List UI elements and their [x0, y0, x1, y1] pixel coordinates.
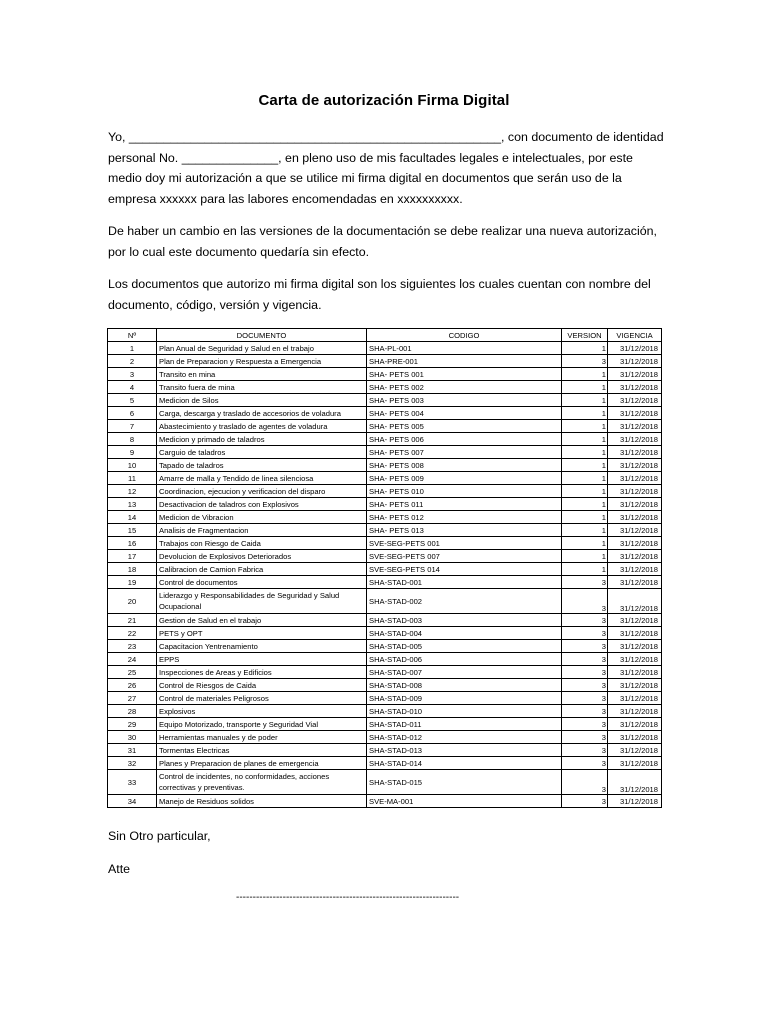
row-code: SHA-STAD-004: [367, 627, 562, 640]
row-version: 1: [562, 485, 608, 498]
row-version: 3: [562, 640, 608, 653]
row-validity: 31/12/2018: [608, 446, 662, 459]
row-number: 22: [108, 627, 157, 640]
row-validity: 31/12/2018: [608, 381, 662, 394]
row-code: SVE-MA-001: [367, 795, 562, 808]
table-row: [108, 653, 662, 666]
row-version: 3: [562, 589, 608, 614]
row-code: SVE-SEG-PETS 014: [367, 563, 562, 576]
row-document: Analisis de Fragmentacion: [157, 524, 367, 537]
row-document: PETS y OPT: [157, 627, 367, 640]
row-document: Medicion de Vibracion: [157, 511, 367, 524]
row-validity: 31/12/2018: [608, 550, 662, 563]
row-document: Transito fuera de mina: [157, 381, 367, 394]
row-number: 23: [108, 640, 157, 653]
row-validity: 31/12/2018: [608, 795, 662, 808]
row-document: Equipo Motorizado, transporte y Seguridad Vial: [157, 718, 367, 731]
header-version: VERSION: [562, 329, 608, 342]
row-number: 4: [108, 381, 157, 394]
table-row: [108, 368, 662, 381]
row-validity: 31/12/2018: [608, 614, 662, 627]
row-version: 1: [562, 342, 608, 355]
row-validity: 31/12/2018: [608, 472, 662, 485]
row-document: EPPS: [157, 653, 367, 666]
row-version: 1: [562, 511, 608, 524]
row-code: SHA-STAD-010: [367, 705, 562, 718]
table-row: [108, 498, 662, 511]
documents-table-body: [108, 342, 662, 808]
row-code: SHA-STAD-014: [367, 757, 562, 770]
table-row: [108, 666, 662, 679]
row-version: 3: [562, 757, 608, 770]
row-number: 15: [108, 524, 157, 537]
row-document: Abastecimiento y traslado de agentes de voladura: [157, 420, 367, 433]
row-validity: 31/12/2018: [608, 576, 662, 589]
row-validity: 31/12/2018: [608, 692, 662, 705]
row-document: Inspecciones de Areas y Edificios: [157, 666, 367, 679]
row-version: 1: [562, 550, 608, 563]
row-version: 1: [562, 563, 608, 576]
row-version: 3: [562, 731, 608, 744]
row-code: SHA- PETS 006: [367, 433, 562, 446]
row-document: Medicion y primado de taladros: [157, 433, 367, 446]
row-number: 2: [108, 355, 157, 368]
row-version: 1: [562, 433, 608, 446]
row-code: SHA- PETS 010: [367, 485, 562, 498]
table-row: [108, 770, 662, 795]
row-code: SHA- PETS 007: [367, 446, 562, 459]
row-validity: 31/12/2018: [608, 563, 662, 576]
row-validity: 31/12/2018: [608, 757, 662, 770]
row-document: Liderazgo y Responsabilidades de Seguridad y Salud Ocupacional: [157, 589, 367, 614]
row-version: 3: [562, 653, 608, 666]
row-code: SHA-STAD-001: [367, 576, 562, 589]
row-code: SHA-STAD-008: [367, 679, 562, 692]
row-number: 29: [108, 718, 157, 731]
row-number: 21: [108, 614, 157, 627]
row-code: SHA- PETS 008: [367, 459, 562, 472]
row-number: 30: [108, 731, 157, 744]
row-validity: 31/12/2018: [608, 705, 662, 718]
page-title: Carta de autorización Firma Digital: [258, 92, 510, 109]
table-row: [108, 576, 662, 589]
row-validity: 31/12/2018: [608, 744, 662, 757]
table-row: [108, 731, 662, 744]
row-version: 3: [562, 705, 608, 718]
row-number: 26: [108, 679, 157, 692]
row-code: SHA-STAD-002: [367, 589, 562, 614]
table-row: [108, 342, 662, 355]
row-number: 11: [108, 472, 157, 485]
row-code: SVE-SEG-PETS 007: [367, 550, 562, 563]
row-number: 9: [108, 446, 157, 459]
row-validity: 31/12/2018: [608, 627, 662, 640]
row-validity: 31/12/2018: [608, 498, 662, 511]
row-number: 14: [108, 511, 157, 524]
row-validity: 31/12/2018: [608, 420, 662, 433]
row-number: 8: [108, 433, 157, 446]
closing-atte: Atte: [108, 862, 131, 876]
row-document: Desactivacion de taladros con Explosivos: [157, 498, 367, 511]
table-row: [108, 459, 662, 472]
row-code: SHA- PETS 004: [367, 407, 562, 420]
row-version: 3: [562, 355, 608, 368]
table-row: [108, 589, 662, 614]
table-header-row: [108, 329, 662, 342]
row-code: SHA- PETS 002: [367, 381, 562, 394]
row-validity: 31/12/2018: [608, 666, 662, 679]
row-document: Explosivos: [157, 705, 367, 718]
documents-intro-paragraph: Los documentos que autorizo mi firma digital son los siguientes los cuales cuentan con nombre del documento, código, versión y vigencia.: [108, 277, 651, 312]
row-number: 25: [108, 666, 157, 679]
signature-line: -------------------------------------------------------------------: [236, 892, 460, 903]
row-version: 3: [562, 627, 608, 640]
row-document: Medicion de Silos: [157, 394, 367, 407]
row-number: 24: [108, 653, 157, 666]
header-document: DOCUMENTO: [157, 329, 367, 342]
row-code: SHA- PETS 012: [367, 511, 562, 524]
row-validity: 31/12/2018: [608, 485, 662, 498]
row-code: SHA-STAD-007: [367, 666, 562, 679]
row-validity: 31/12/2018: [608, 718, 662, 731]
row-number: 27: [108, 692, 157, 705]
header-number: Nº: [108, 329, 157, 342]
header-code: CODIGO: [367, 329, 562, 342]
table-row: [108, 420, 662, 433]
row-validity: 31/12/2018: [608, 433, 662, 446]
table-row: [108, 550, 662, 563]
row-version: 3: [562, 744, 608, 757]
row-document: Amarre de malla y Tendido de linea silenciosa: [157, 472, 367, 485]
row-version: 3: [562, 795, 608, 808]
row-document: Control de Riesgos de Caida: [157, 679, 367, 692]
row-validity: 31/12/2018: [608, 524, 662, 537]
row-document: Herramientas manuales y de poder: [157, 731, 367, 744]
row-code: SHA-STAD-005: [367, 640, 562, 653]
row-number: 5: [108, 394, 157, 407]
row-number: 6: [108, 407, 157, 420]
row-document: Planes y Preparacion de planes de emergencia: [157, 757, 367, 770]
row-version: 1: [562, 420, 608, 433]
table-row: [108, 472, 662, 485]
row-number: 17: [108, 550, 157, 563]
row-document: Coordinacion, ejecucion y verificacion del disparo: [157, 485, 367, 498]
row-validity: 31/12/2018: [608, 355, 662, 368]
row-number: 28: [108, 705, 157, 718]
row-document: Calibracion de Camion Fabrica: [157, 563, 367, 576]
row-version: 1: [562, 524, 608, 537]
row-version: 1: [562, 368, 608, 381]
row-code: SHA- PETS 009: [367, 472, 562, 485]
documents-table: [107, 328, 662, 808]
row-number: 13: [108, 498, 157, 511]
table-row: [108, 679, 662, 692]
change-notice-paragraph: De haber un cambio en las versiones de la documentación se debe realizar una nueva autorización, por lo cual este documento quedaría sin efecto.: [108, 224, 657, 259]
row-version: 3: [562, 614, 608, 627]
row-code: SHA- PETS 005: [367, 420, 562, 433]
row-version: 1: [562, 498, 608, 511]
row-number: 31: [108, 744, 157, 757]
closing-phrase: Sin Otro particular,: [108, 829, 211, 843]
row-document: Transito en mina: [157, 368, 367, 381]
row-validity: 31/12/2018: [608, 653, 662, 666]
row-document: Control de materiales Peligrosos: [157, 692, 367, 705]
row-version: 3: [562, 692, 608, 705]
table-row: [108, 744, 662, 757]
row-number: 32: [108, 757, 157, 770]
row-number: 34: [108, 795, 157, 808]
row-validity: 31/12/2018: [608, 770, 662, 795]
row-document: Control de documentos: [157, 576, 367, 589]
row-code: SHA-STAD-012: [367, 731, 562, 744]
row-document: Plan de Preparacion y Respuesta a Emergencia: [157, 355, 367, 368]
row-code: SHA-STAD-003: [367, 614, 562, 627]
row-code: SVE-SEG-PETS 001: [367, 537, 562, 550]
row-code: SHA- PETS 003: [367, 394, 562, 407]
row-validity: 31/12/2018: [608, 394, 662, 407]
row-validity: 31/12/2018: [608, 368, 662, 381]
row-code: SHA-PRE-001: [367, 355, 562, 368]
row-code: SHA-STAD-015: [367, 770, 562, 795]
table-row: [108, 485, 662, 498]
row-version: 1: [562, 537, 608, 550]
row-validity: 31/12/2018: [608, 342, 662, 355]
row-version: 3: [562, 770, 608, 795]
table-row: [108, 795, 662, 808]
row-document: Capacitacion Yentrenamiento: [157, 640, 367, 653]
row-validity: 31/12/2018: [608, 731, 662, 744]
row-document: Control de incidentes, no conformidades, acciones correctivas y preventivas.: [157, 770, 367, 795]
table-row: [108, 692, 662, 705]
header-validity: VIGENCIA: [608, 329, 662, 342]
row-number: 33: [108, 770, 157, 795]
table-row: [108, 757, 662, 770]
row-version: 3: [562, 718, 608, 731]
row-code: SHA-STAD-009: [367, 692, 562, 705]
table-row: [108, 537, 662, 550]
row-number: 12: [108, 485, 157, 498]
row-version: 3: [562, 679, 608, 692]
row-number: 10: [108, 459, 157, 472]
row-version: 1: [562, 459, 608, 472]
row-document: Manejo de Residuos solidos: [157, 795, 367, 808]
authorization-paragraph: Yo, ______________________________________________________, con documento de identidad personal No. ______________, en pleno uso de mis facultades legales e intelectuales, por este medio doy mi autorización a que se utilice mi firma digital en documentos que serán uso de la empresa xxxxxx para las labores encomendadas en xxxxxxxxxx.: [108, 130, 664, 206]
row-version: 3: [562, 666, 608, 679]
table-row: [108, 705, 662, 718]
table-row: [108, 563, 662, 576]
row-document: Tapado de taladros: [157, 459, 367, 472]
row-code: SHA-STAD-006: [367, 653, 562, 666]
row-validity: 31/12/2018: [608, 640, 662, 653]
row-validity: 31/12/2018: [608, 679, 662, 692]
row-number: 1: [108, 342, 157, 355]
row-number: 19: [108, 576, 157, 589]
table-row: [108, 524, 662, 537]
row-document: Gestion de Salud en el trabajo: [157, 614, 367, 627]
row-document: Carga, descarga y traslado de accesorios de voladura: [157, 407, 367, 420]
row-document: Tormentas Electricas: [157, 744, 367, 757]
table-row: [108, 407, 662, 420]
row-document: Carguio de taladros: [157, 446, 367, 459]
table-row: [108, 614, 662, 627]
table-row: [108, 640, 662, 653]
table-row: [108, 355, 662, 368]
row-number: 18: [108, 563, 157, 576]
table-row: [108, 718, 662, 731]
row-version: 1: [562, 381, 608, 394]
table-row: [108, 511, 662, 524]
row-document: Plan Anual de Seguridad y Salud en el trabajo: [157, 342, 367, 355]
table-row: [108, 394, 662, 407]
row-code: SHA-STAD-013: [367, 744, 562, 757]
row-version: 3: [562, 576, 608, 589]
row-number: 20: [108, 589, 157, 614]
row-version: 1: [562, 394, 608, 407]
row-code: SHA-STAD-011: [367, 718, 562, 731]
row-number: 16: [108, 537, 157, 550]
row-validity: 31/12/2018: [608, 407, 662, 420]
row-version: 1: [562, 407, 608, 420]
row-version: 1: [562, 472, 608, 485]
row-number: 7: [108, 420, 157, 433]
row-code: SHA-PL-001: [367, 342, 562, 355]
row-code: SHA- PETS 013: [367, 524, 562, 537]
row-validity: 31/12/2018: [608, 459, 662, 472]
row-code: SHA- PETS 001: [367, 368, 562, 381]
row-validity: 31/12/2018: [608, 589, 662, 614]
row-code: SHA- PETS 011: [367, 498, 562, 511]
table-row: [108, 627, 662, 640]
row-number: 3: [108, 368, 157, 381]
row-document: Devolucion de Explosivos Deteriorados: [157, 550, 367, 563]
table-row: [108, 446, 662, 459]
row-validity: 31/12/2018: [608, 537, 662, 550]
row-version: 1: [562, 446, 608, 459]
table-row: [108, 381, 662, 394]
table-row: [108, 433, 662, 446]
row-document: Trabajos con Riesgo de Caida: [157, 537, 367, 550]
row-validity: 31/12/2018: [608, 511, 662, 524]
